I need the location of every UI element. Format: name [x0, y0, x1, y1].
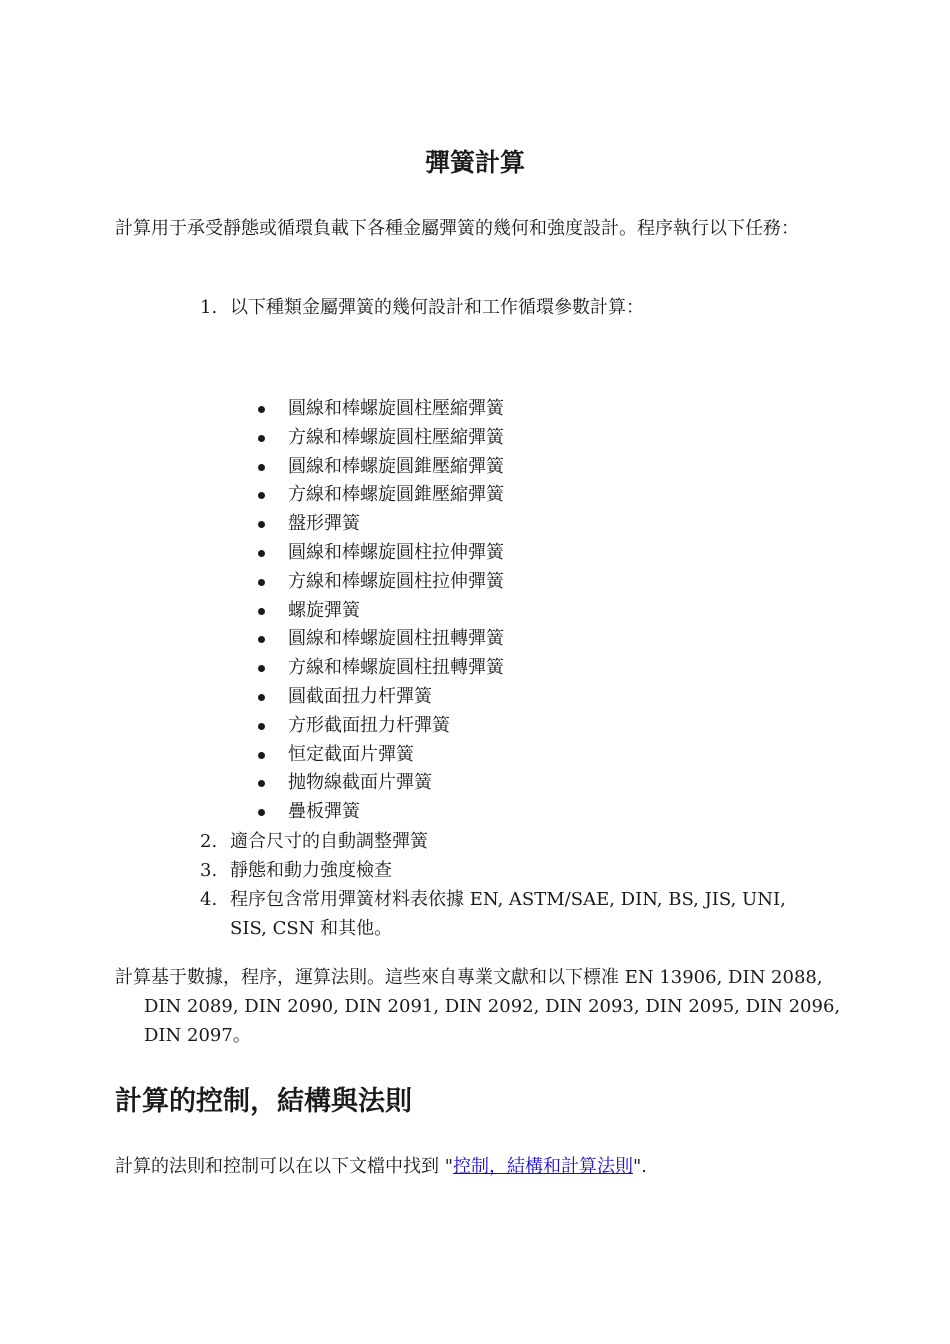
list-item-text: 螺旋彈簧	[288, 599, 360, 621]
standards-paragraph: 計算基于數據，程序，運算法則。這些來自專業文獻和以下標准 EN 13906, DIN 2088, DIN 2089, DIN 2090, DIN 2091, DIN 2092, DIN 2093, DIN 2095, DIN 2096, DIN 2097。	[115, 967, 841, 1046]
task-item-1	[200, 293, 810, 322]
task-list-start	[200, 293, 810, 322]
list-item	[258, 395, 504, 424]
bullet-icon	[258, 723, 265, 730]
rules-document-link[interactable]: 控制，結構和計算法則	[453, 1156, 633, 1177]
list-item	[258, 741, 504, 770]
list-item-text: 疊板彈簧	[288, 801, 360, 823]
section-heading: 計算的控制，結構與法則	[115, 1086, 412, 1117]
bullet-icon	[258, 780, 265, 787]
bullet-icon	[258, 665, 265, 672]
rules-prefix: 計算的法則和控制可以在以下文檔中找到 "	[115, 1156, 453, 1177]
bullet-icon	[258, 608, 265, 615]
list-item-text: 方線和棒螺旋圓柱扭轉彈簧	[288, 657, 504, 679]
task-list-continued	[200, 827, 810, 943]
list-item-text: 方線和棒螺旋圓柱壓縮彈簧	[288, 426, 504, 448]
bullet-icon	[258, 464, 265, 471]
rules-paragraph	[115, 1152, 844, 1181]
task-number: 1.	[200, 297, 218, 318]
task-text: 靜態和動力強度檢查	[230, 860, 392, 881]
task-text: 程序包含常用彈簧材料表依據 EN, ASTM/SAE, DIN, BS, JIS, UNI, SIS, CSN 和其他。	[230, 889, 786, 939]
list-item	[258, 798, 504, 827]
bullet-icon	[258, 550, 265, 557]
list-item-text: 抛物線截面片彈簧	[288, 772, 432, 794]
list-item	[258, 625, 504, 654]
bullet-icon	[258, 492, 265, 499]
bullet-icon	[258, 406, 265, 413]
task-item-2	[200, 827, 810, 856]
list-item	[258, 683, 504, 712]
list-item	[258, 769, 504, 798]
bullet-icon	[258, 809, 265, 816]
list-item	[258, 481, 504, 510]
list-item-text: 方線和棒螺旋圓柱拉伸彈簧	[288, 570, 504, 592]
list-item	[258, 654, 504, 683]
list-item-text: 圓線和棒螺旋圓柱壓縮彈簧	[288, 398, 504, 419]
list-item-text: 方形截面扭力杆彈簧	[288, 714, 450, 736]
bullet-icon	[258, 435, 265, 442]
bullet-icon	[258, 521, 265, 528]
list-item-text: 恒定截面片彈簧	[288, 743, 414, 765]
task-number: 4.	[200, 889, 218, 910]
intro-paragraph: 計算用于承受靜態或循環負載下各種金屬彈簧的幾何和強度設計。程序執行以下任務：	[115, 218, 799, 239]
list-item-text: 圓線和棒螺旋圓錐壓縮彈簧	[288, 455, 504, 477]
task-number: 2.	[200, 831, 218, 852]
task-number: 3.	[200, 860, 218, 881]
spring-type-list	[258, 395, 504, 827]
list-item	[258, 453, 504, 482]
list-item-text: 圓線和棒螺旋圓柱扭轉彈簧	[288, 628, 504, 650]
list-item	[258, 568, 504, 597]
list-item-text: 圓線和棒螺旋圓柱拉伸彈簧	[288, 541, 504, 563]
list-item	[258, 539, 504, 568]
bullet-icon	[258, 694, 265, 701]
bullet-icon	[258, 579, 265, 586]
task-item-3	[200, 856, 810, 885]
rules-suffix: ".	[633, 1156, 648, 1177]
task-text: 以下種類金屬彈簧的幾何設計和工作循環參數計算：	[230, 297, 644, 318]
task-item-4	[200, 885, 810, 943]
list-item	[258, 597, 504, 626]
list-item-text: 盤形彈簧	[288, 513, 360, 535]
list-item	[258, 424, 504, 453]
list-item-text: 圓截面扭力杆彈簧	[288, 685, 432, 707]
list-item-text: 方線和棒螺旋圓錐壓縮彈簧	[288, 484, 504, 506]
bullet-icon	[258, 636, 265, 643]
list-item	[258, 712, 504, 741]
page-title: 彈簧計算	[424, 148, 525, 177]
task-text: 適合尺寸的自動調整彈簧	[230, 831, 428, 852]
list-item	[258, 510, 504, 539]
bullet-icon	[258, 752, 265, 759]
